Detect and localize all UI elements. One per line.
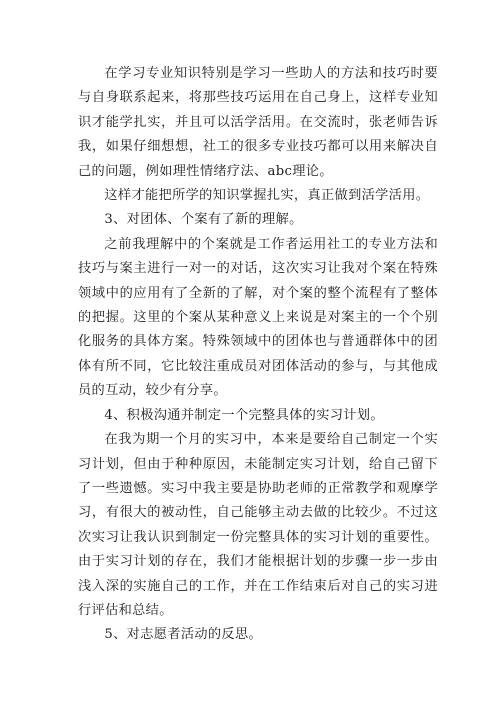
document-body xyxy=(78,62,438,648)
paragraph-summary: 这样才能把所学的知识掌握扎实，真正做到活学活用。 xyxy=(104,188,430,204)
paragraph-casework: 之前我理解中的个案就是工作者运用社工的专业方法和技巧与案主进行一对一的对话，这次实习让我对个案在特殊领域中的应用有了全新的了解，对个案的整个流程有了整体的把握。这里的个案从某种意义上来说是对案主的一个个别化服务的具体方案。特殊领域中的团体也与普通群体中的团体有所不同，它比较注重成员对团体活动的参与，与其他成员的互动，较少有分享。 xyxy=(78,236,438,399)
section-heading-3: 3、对团体、个案有了新的理解。 xyxy=(104,212,303,228)
paragraph-skills-application: 在学习专业知识特别是学习一些助人的方法和技巧时要与自身联系起来，将那些技巧运用在自己身上，这样专业知识才能学扎实，并且可以活学活用。在交流时，张老师告诉我，如果仔细想想，社工的很多专业技巧都可以用来解决自己的问题，例如理性情绪疗法、abc理论。 xyxy=(78,66,438,179)
section-heading-4: 4、积极沟通并制定一个完整具体的实习计划。 xyxy=(104,407,384,423)
section-heading-5: 5、对志愿者活动的反思。 xyxy=(104,627,263,643)
paragraph-internship-plan: 在我为期一个月的实习中，本来是要给自己制定一个实习计划，但由于种种原因，未能制定实习计划，给自己留下了一些遗憾。实习中我主要是协助老师的正常教学和观摩学习，有很大的被动性，自己能够主动去做的比较少。不过这次实习让我认识到制定一份完整具体的实习计划的重要性。由于实习计划的存在，我们才能根据计划的步骤一步一步由浅入深的实施自己的工作，并在工作结束后对自己的实习进行评估和总结。 xyxy=(78,432,438,618)
